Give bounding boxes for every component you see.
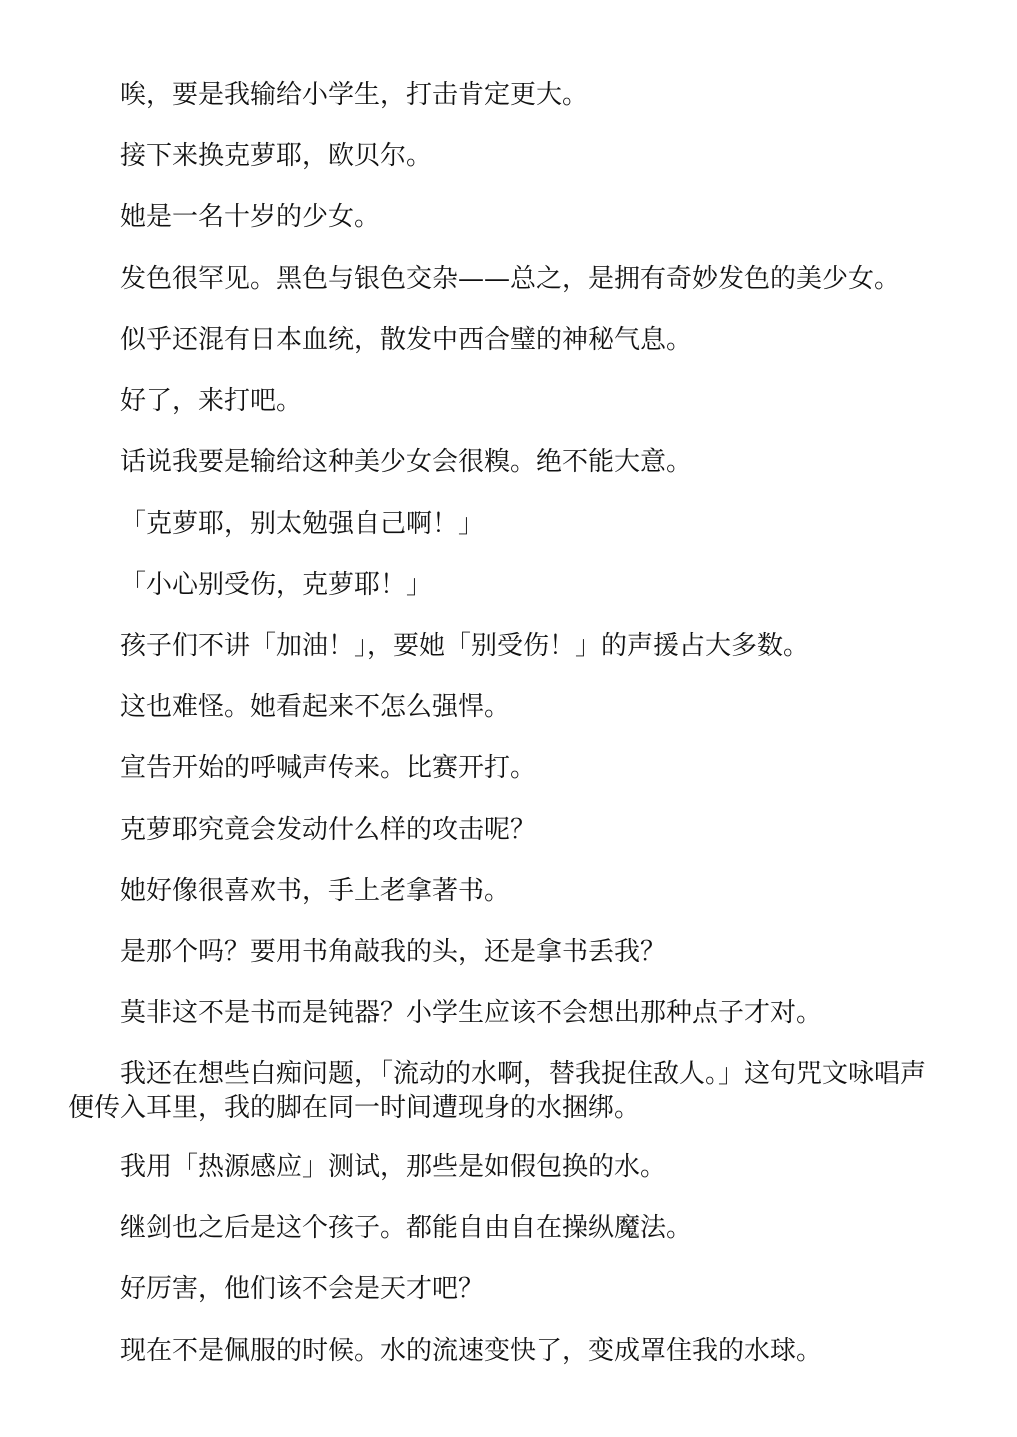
paragraph: 莫非这不是书而是钝器？小学生应该不会想出那种点子才对。 bbox=[120, 998, 823, 1028]
paragraph: 她是一名十岁的少女。 bbox=[120, 202, 381, 232]
paragraph: 好厉害，他们该不会是天才吧？ bbox=[120, 1274, 485, 1304]
paragraph: 「克萝耶，别太勉强自己啊！」 bbox=[120, 509, 485, 539]
paragraph: 是那个吗？要用书角敲我的头，还是拿书丢我？ bbox=[120, 937, 667, 967]
paragraph: 发色很罕见。黑色与银色交杂——总之，是拥有奇妙发色的美少女。 bbox=[120, 264, 901, 294]
paragraph: 这也难怪。她看起来不怎么强悍。 bbox=[120, 692, 511, 722]
paragraph: 她好像很喜欢书，手上老拿著书。 bbox=[120, 876, 511, 906]
paragraph: 孩子们不讲「加油！」，要她「别受伤！」的声援占大多数。 bbox=[120, 631, 810, 661]
paragraph: 似乎还混有日本血统，散发中西合璧的神秘气息。 bbox=[120, 325, 693, 355]
paragraph: 宣告开始的呼喊声传来。比赛开打。 bbox=[120, 753, 537, 783]
paragraph: 现在不是佩服的时候。水的流速变快了，变成罩住我的水球。 bbox=[120, 1336, 823, 1366]
paragraph: 接下来换克萝耶，欧贝尔。 bbox=[120, 141, 433, 171]
paragraph: 唉，要是我输给小学生，打击肯定更大。 bbox=[120, 80, 589, 110]
paragraph: 继剑也之后是这个孩子。都能自由自在操纵魔法。 bbox=[120, 1213, 693, 1243]
paragraph: 我用「热源感应」测试，那些是如假包换的水。 bbox=[120, 1152, 667, 1182]
paragraph: 「小心别受伤，克萝耶！」 bbox=[120, 570, 433, 600]
paragraph: 好了，来打吧。 bbox=[120, 386, 303, 416]
paragraph: 话说我要是输给这种美少女会很糗。绝不能大意。 bbox=[120, 447, 693, 477]
paragraph: 克萝耶究竟会发动什么样的攻击呢？ bbox=[120, 815, 537, 845]
paragraph: 我还在想些白痴问题，「流动的水啊，替我捉住敌人。」这句咒文咏唱声便传入耳里，我的脚在同一时间遭现身的水捆绑。 bbox=[68, 1059, 927, 1123]
